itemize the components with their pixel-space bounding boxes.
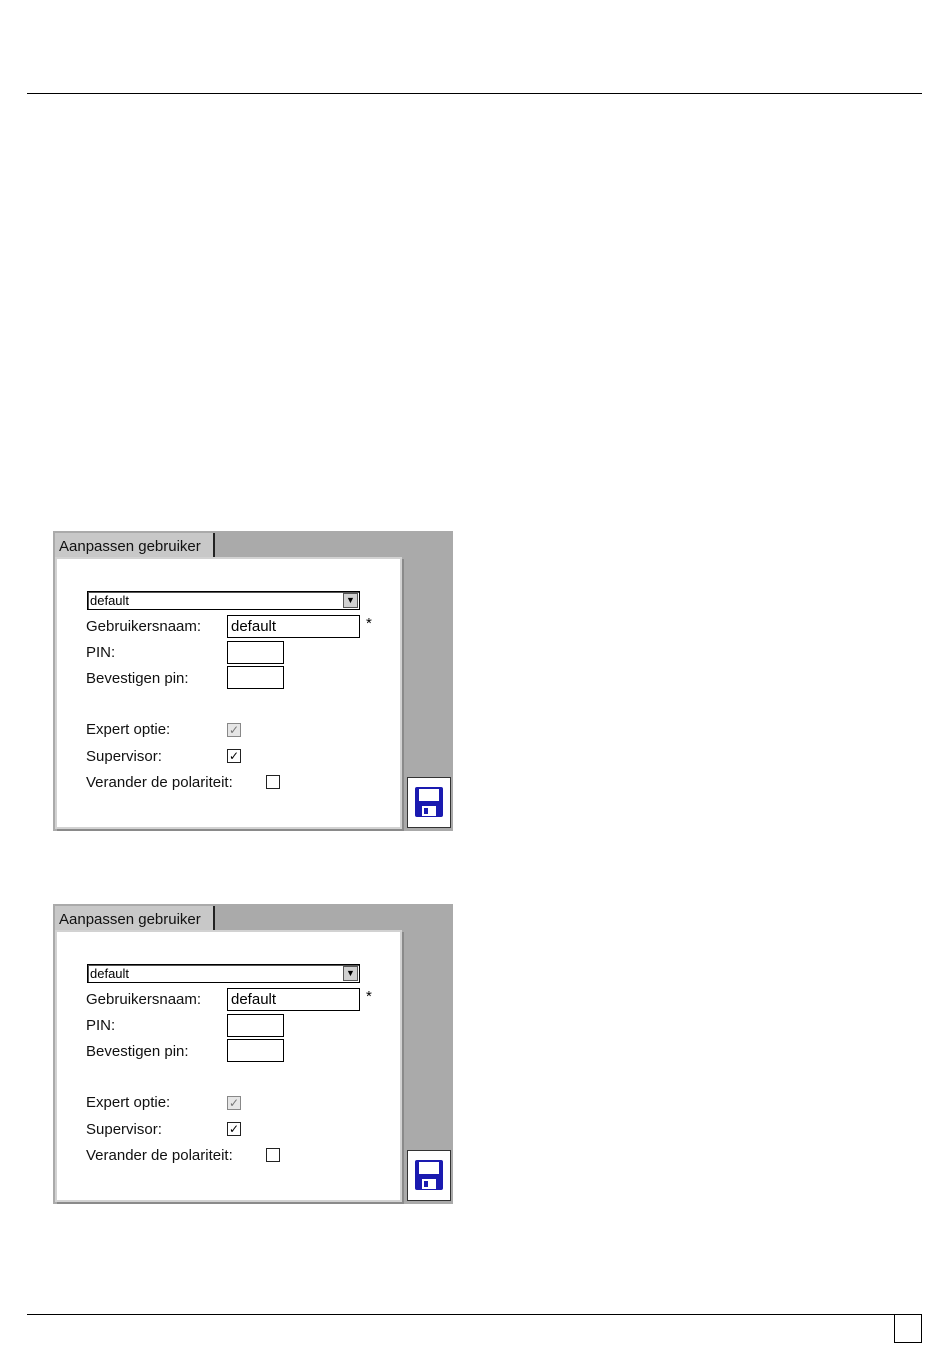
required-mark: * <box>366 988 372 1005</box>
confirm-pin-label: Bevestigen pin: <box>86 1043 189 1060</box>
page-number-box <box>894 1314 922 1343</box>
polarity-label: Verander de polariteit: <box>86 774 233 791</box>
username-value: default <box>231 618 277 635</box>
pin-label: PIN: <box>86 1017 116 1034</box>
user-select[interactable] <box>87 964 360 983</box>
edit-user-screen-1 <box>53 531 453 831</box>
supervisor-checkbox[interactable]: ✓ <box>228 1122 240 1136</box>
footer-rule <box>27 1314 922 1315</box>
username-label: Gebruikersnaam: <box>86 991 202 1008</box>
edit-user-panel <box>55 557 402 829</box>
tab-edit-user[interactable] <box>55 533 215 559</box>
user-select-value: default <box>90 593 130 608</box>
username-field[interactable] <box>227 988 360 1011</box>
supervisor-label: Supervisor: <box>86 1121 162 1138</box>
polarity-checkbox[interactable] <box>266 775 280 789</box>
expert-option-checkbox[interactable]: ✓ <box>228 1096 240 1110</box>
chevron-down-icon[interactable]: ▼ <box>343 593 358 608</box>
expert-option-checkbox[interactable]: ✓ <box>228 723 240 737</box>
pin-label: PIN: <box>86 644 116 661</box>
tab-edit-user[interactable] <box>55 906 215 932</box>
pin-field[interactable] <box>227 641 284 664</box>
polarity-checkbox[interactable] <box>266 1148 280 1162</box>
pin-field[interactable] <box>227 1014 284 1037</box>
username-label: Gebruikersnaam: <box>86 618 202 635</box>
header-rule <box>27 93 922 94</box>
edit-user-panel <box>55 930 402 1202</box>
chevron-down-icon[interactable]: ▼ <box>343 966 358 981</box>
floppy-disk-icon <box>414 786 444 818</box>
tab-label: Aanpassen gebruiker <box>59 538 201 555</box>
tab-label: Aanpassen gebruiker <box>59 911 201 928</box>
edit-user-screen-2 <box>53 904 453 1204</box>
save-button[interactable] <box>407 1150 451 1201</box>
username-value: default <box>231 991 277 1008</box>
floppy-disk-icon <box>414 1159 444 1191</box>
supervisor-label: Supervisor: <box>86 748 162 765</box>
user-select[interactable] <box>87 591 360 610</box>
user-select-value: default <box>90 966 130 981</box>
username-field[interactable] <box>227 615 360 638</box>
save-button[interactable] <box>407 777 451 828</box>
expert-option-label: Expert optie: <box>86 1094 171 1111</box>
confirm-pin-field[interactable] <box>227 1039 284 1062</box>
confirm-pin-label: Bevestigen pin: <box>86 670 189 687</box>
confirm-pin-field[interactable] <box>227 666 284 689</box>
expert-option-label: Expert optie: <box>86 721 171 738</box>
supervisor-checkbox[interactable]: ✓ <box>228 749 240 763</box>
required-mark: * <box>366 615 372 632</box>
polarity-label: Verander de polariteit: <box>86 1147 233 1164</box>
